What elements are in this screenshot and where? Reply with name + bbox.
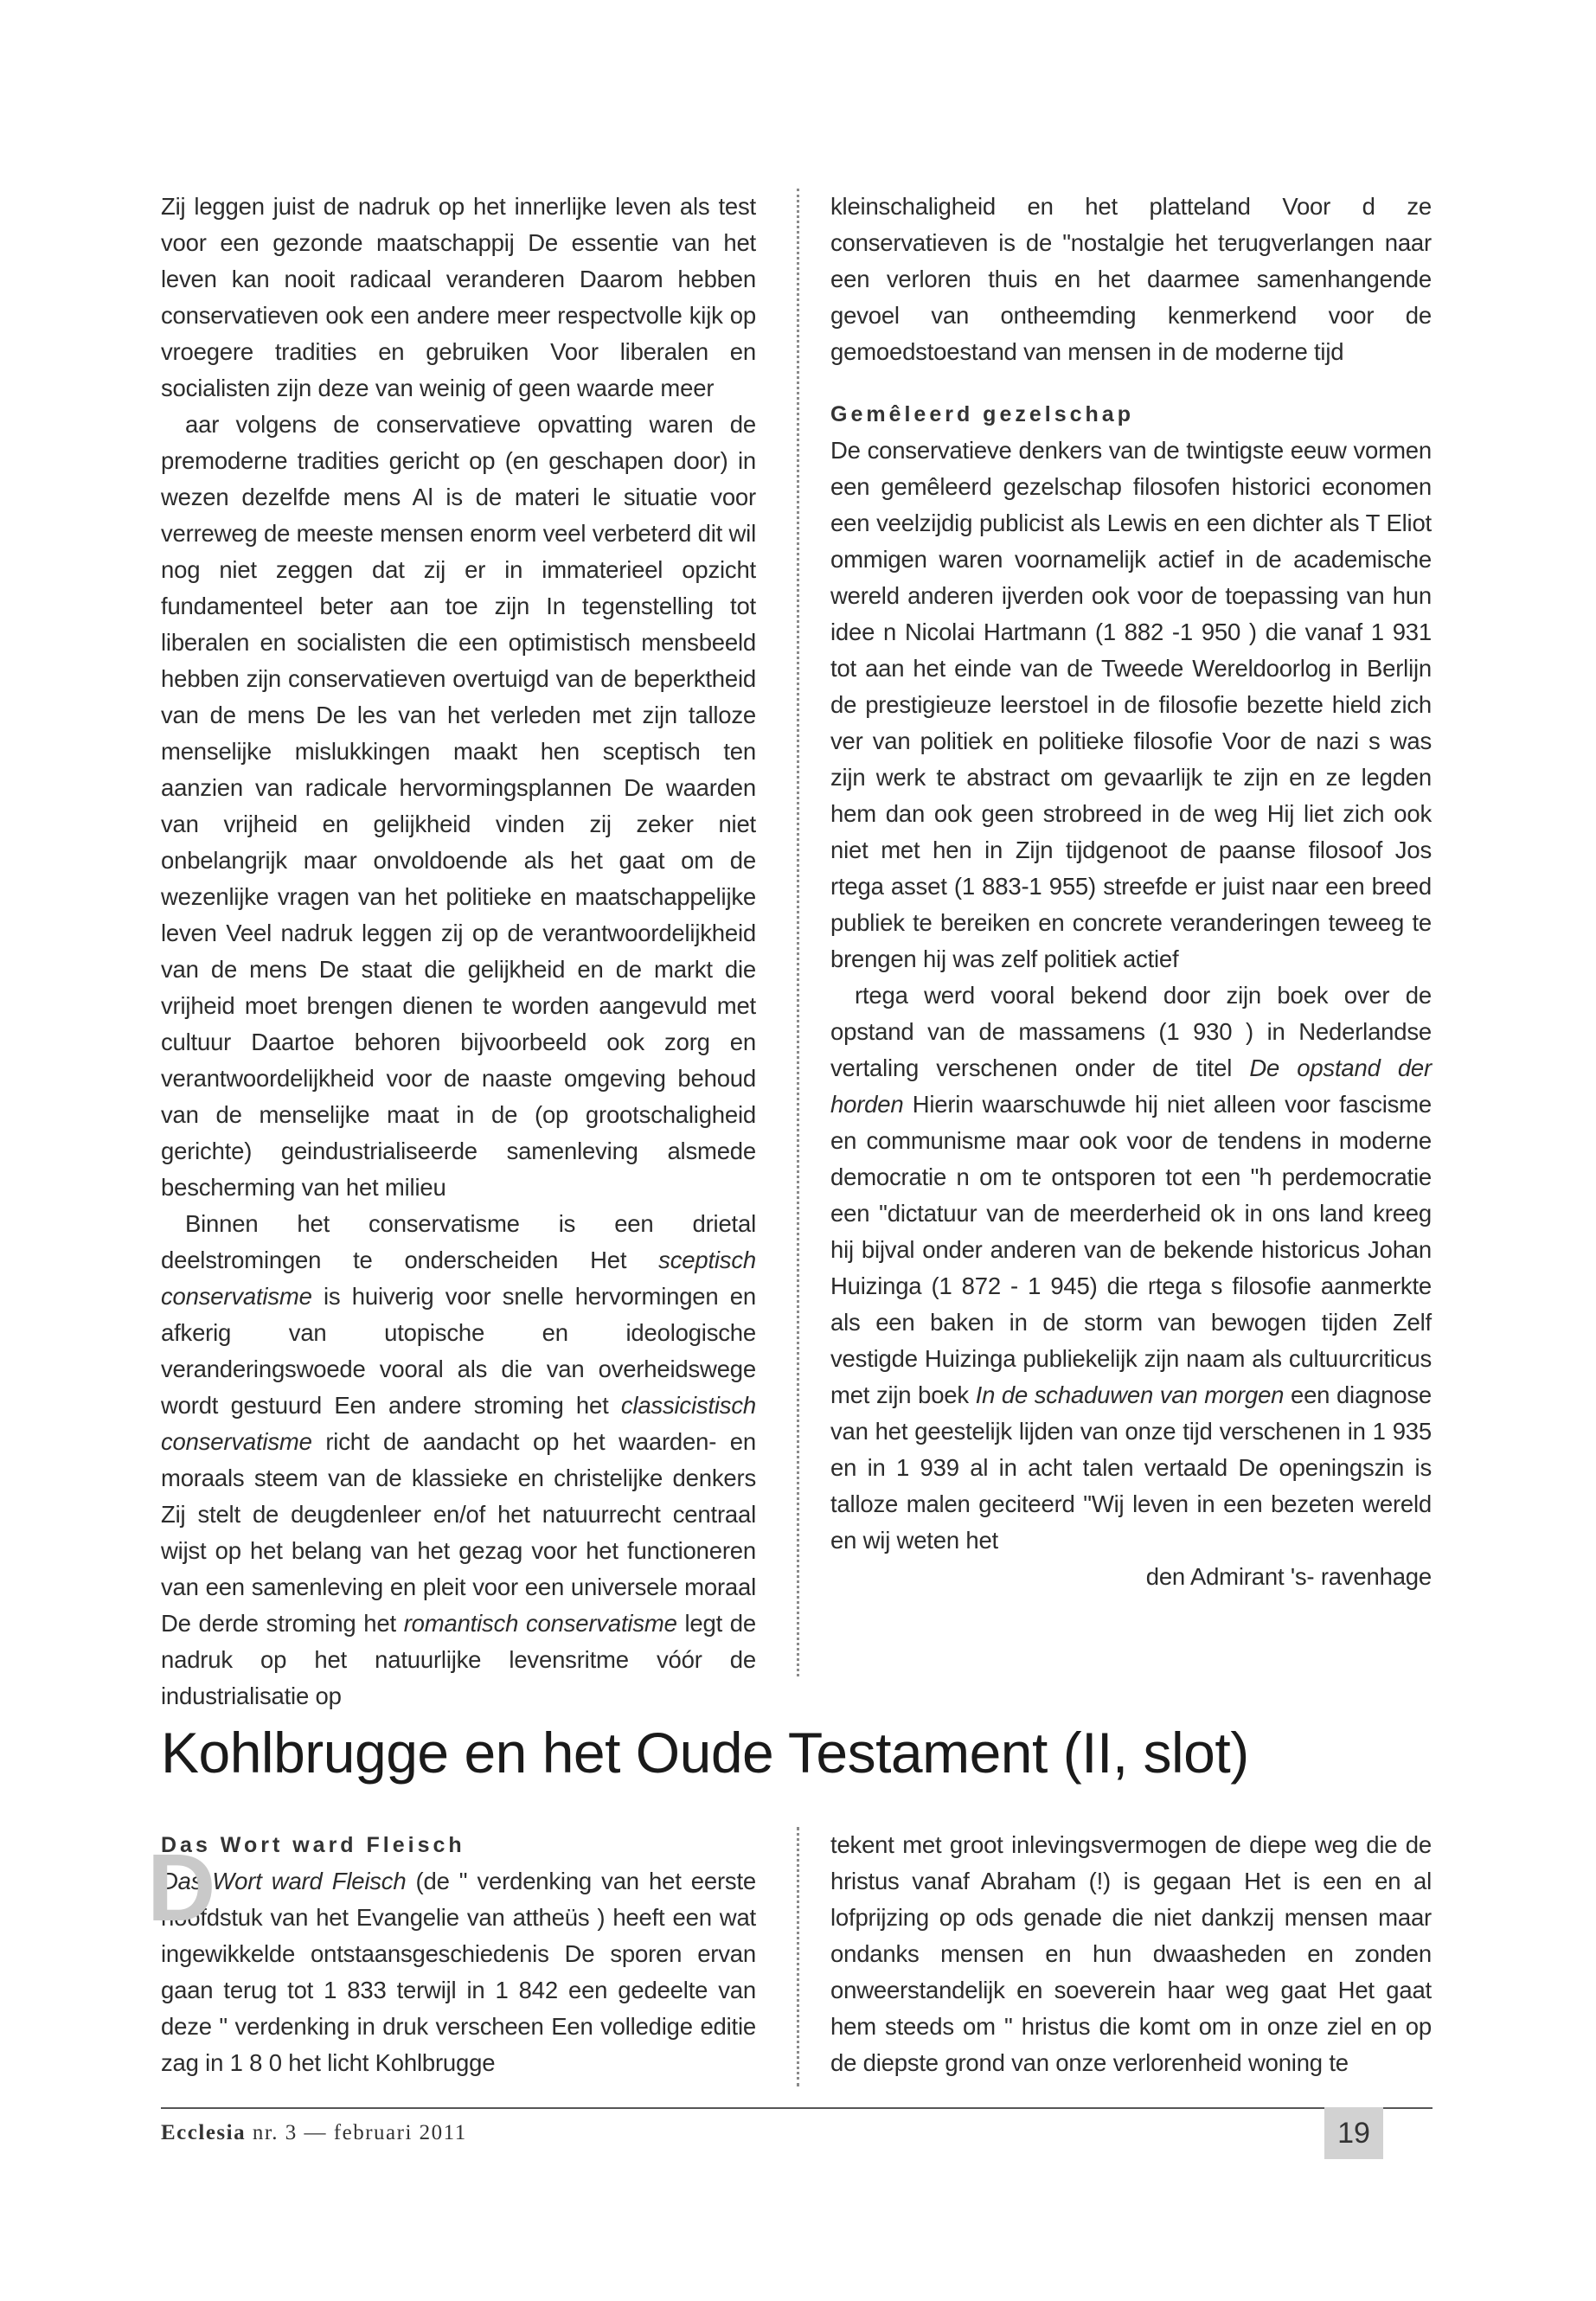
column-divider — [797, 1827, 799, 2086]
emphasis: romantisch conservatisme — [403, 1610, 677, 1637]
article-subheading: Das Wort ward Fleisch — [161, 1833, 465, 1857]
emphasis: sceptisch conservatisme — [161, 1247, 756, 1310]
column-divider — [797, 189, 799, 1676]
paragraph: kleinschaligheid en het platteland Voor d ze conservatieven is de "nostalgie het terugverlangen naar een verloren thuis en het daarmee samenhangende gevoel van ontheemding kenmerkend voor de gemoedstoestand van mensen in de moderne tijd — [830, 193, 1432, 365]
page-number: 19 — [1324, 2107, 1383, 2159]
footer-publication — [161, 2121, 467, 2145]
paragraph: rtega werd vooral bekend door zijn boek over de opstand van de massamens (1 930 ) in Nederlandse vertaling verschenen onder de titel De opstand der horden Hierin waarschuwde hij niet alleen voor fascisme en communisme maar ook voor de tendens in moderne democratie n om te ontsporen tot een "h perdemocratie een "dictatuur van de meerderheid ok in ons land kreeg hij bijval onder anderen van de bekende historicus Johan Huizinga (1 872 - 1 945) die rtega s filosofie aanmerkte als een baken in de storm van bewogen tijden Zelf vestigde Huizinga publiekelijk zijn naam als cultuurcriticus met zijn boek In de schaduwen van morgen een diagnose van het geestelijk lijden van onze tijd verschenen in 1 935 en in 1 939 al in acht talen vertaald De openingszin is talloze malen geciteerd "Wij leven in een bezeten wereld en wij weten het — [830, 982, 1432, 1554]
article-title: Kohlbrugge en het Oude Testament (II, slot) — [161, 1721, 1249, 1785]
article-column-left — [161, 1827, 756, 2081]
paragraph: Das Wort ward Fleisch (de " verdenking van het eerste hoofdstuk van het Evangelie van attheüs ) heeft een wat ingewikkelde ontstaansgeschiedenis De sporen ervan gaan terug tot 1 833 terwijl in 1 842 een gedeelte van deze " verdenking in druk verscheen Een volledige editie zag in 1 8 0 het licht Kohlbrugge — [161, 1868, 756, 2076]
emphasis: classicistisch conservatisme — [161, 1392, 756, 1455]
paragraph: tekent met groot inlevingsvermogen de diepe weg die de hristus vanaf Abraham (!) is gegaan Het is een en al lofprijzing op ods genade die niet dankzij mensen maar ondanks mensen en hun dwaasheden en zonden onweerstandelijk en soeverein haar weg gaat Het gaat hem steeds om " hristus die komt om in onze ziel en op de diepste grond van onze verlorenheid woning te — [830, 1831, 1432, 2076]
drop-cap: D — [147, 1835, 216, 1941]
column-right — [830, 189, 1432, 1595]
emphasis: In de schaduwen van morgen — [975, 1381, 1285, 1408]
paragraph: Zij leggen juist de nadruk op het innerlijke leven als test voor een gezonde maatschappij De essentie van het leven kan nooit radicaal veranderen Daarom hebben conservatieven ook een andere meer respectvolle kijk op vroegere tradities en gebruiken Voor liberalen en socialisten zijn deze van weinig of geen waarde meer — [161, 193, 756, 401]
paragraph: De conservatieve denkers van de twintigste eeuw vormen een gemêleerd gezelschap filosofen historici economen een veelzijdig publicist als Lewis en een dichter als T Eliot ommigen waren voornamelijk actief in de academische wereld anderen ijverden ook voor de toepassing van hun idee n Nicolai Hartmann (1 882 -1 950 ) die vanaf 1 931 tot aan het einde van de Tweede Wereldoorlog in Berlijn de prestigieuze leerstoel in de filosofie bezette hield zich ver van politiek en politieke filosofie Voor de nazi s was zijn werk te abstract om gevaarlijk te zijn en ze legden hem dan ook geen strobreed in de weg Hij liet zich ook niet met hen in Zijn tijdgenoot de paanse filosoof Jos rtega asset (1 883-1 955) streefde er juist naar een breed publiek te bereiken en concrete veranderingen teweeg te brengen hij was zelf politiek actief — [830, 437, 1432, 972]
section-subheading: Gemêleerd gezelschap — [830, 402, 1134, 426]
emphasis: De opstand der horden — [830, 1054, 1432, 1118]
article-column-right — [830, 1827, 1432, 2081]
author-signature: den Admirant 's- ravenhage — [1145, 1563, 1432, 1590]
paragraph: Binnen het conservatisme is een drietal deelstromingen te onderscheiden Het sceptisch conservatisme is huiverig voor snelle hervormingen en afkerig van utopische en ideologische veranderingswoede vooral als die van overheidswege wordt gestuurd Een andere stroming het classicistisch conservatisme richt de aandacht op het waarden- en moraals steem van de klassieke en christelijke denkers Zij stelt de deugdenleer en/of het natuurrecht centraal wijst op het belang van het gezag voor het functioneren van een samenleving en pleit voor een universele moraal De derde stroming het romantisch conservatisme legt de nadruk op het natuurlijke levensritme vóór de industrialisatie op — [161, 1210, 756, 1709]
magazine-name: Ecclesia — [161, 2121, 247, 2144]
column-left — [161, 189, 756, 1715]
paragraph: aar volgens de conservatieve opvatting waren de premoderne tradities gericht op (en geschapen door) in wezen dezelfde mens Al is de materi le situatie voor verreweg de meeste mensen enorm veel verbeterd dit wil nog niet zeggen dat zij er in immaterieel opzicht fundamenteel beter aan toe zijn In tegenstelling tot liberalen en socialisten die een optimistisch mensbeeld hebben zijn conservatieven overtuigd van de beperktheid van de mens De les van het verleden met zijn talloze menselijke mislukkingen maakt hen sceptisch ten aanzien van radicale hervormingsplannen De waarden van vrijheid en gelijkheid vinden zij zeker niet onbelangrijk maar onvoldoende als het gaat om de wezenlijke vragen van het politieke en maatschappelijke leven Veel nadruk leggen zij op de verantwoordelijkheid van de mens De staat die gelijkheid en de markt die vrijheid moet brengen dienen te worden aangevuld met cultuur Daartoe behoren bijvoorbeeld ook zorg en verantwoordelijkheid voor de naaste omgeving behoud van de menselijke maat in de (op grootschaligheid gerichte) geindustrialiseerde samenleving alsmede bescherming van het milieu — [161, 411, 756, 1201]
emphasis: Das Wort ward Fleisch — [161, 1868, 407, 1894]
issue-info: nr. 3 — februari 2011 — [252, 2121, 467, 2144]
footer-rule — [161, 2107, 1433, 2109]
